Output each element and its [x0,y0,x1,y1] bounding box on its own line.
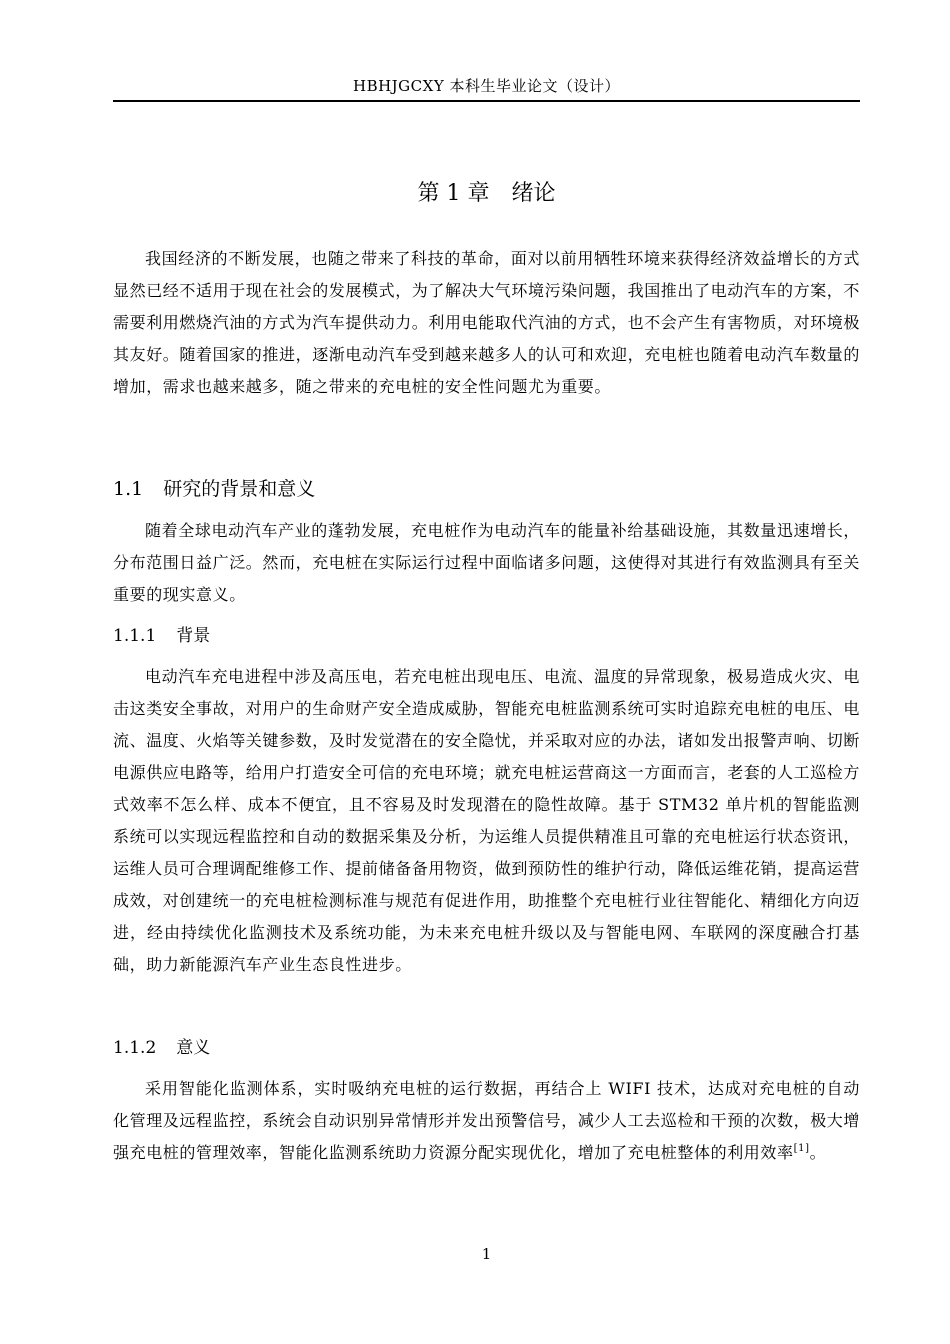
section-1-1-1-paragraph: 电动汽车充电进程中涉及高压电，若充电桩出现电压、电流、温度的异常现象，极易造成火灾、电击这类安全事故，对用户的生命财产安全造成威胁，智能充电桩监测系统可实时追踪充电桩的电压、电流、温度、火焰等关键参数，及时发觉潜在的安全隐忧，并采取对应的办法，诸如发出报警声响、切断电源供应电路等，给用户打造安全可信的充电环境；就充电桩运营商这一方面而言，老套的人工巡检方式效率不怎么样、成本不便宜，且不容易及时发现潜在的隐性故障。基于 STM32 单片机的智能监测系统可以实现远程监控和自动的数据采集及分析，为运维人员提供精准且可靠的充电桩运行状态资讯，运维人员可合理调配维修工作、提前储备备用物资，做到预防性的维护行动，降低运维花销，提高运营成效，对创建统一的充电桩检测标准与规范有促进作用，助推整个充电桩行业往智能化、精细化方向迈进，经由持续优化监测技术及系统功能，为未来充电桩升级以及与智能电网、车联网的深度融合打基础，助力新能源汽车产业生态良性进步。 [113,667,861,974]
section-heading-1-1-1 [113,622,860,650]
subsection-number: 1.1.2 [113,1038,157,1058]
section-title: 研究的背景和意义 [163,478,316,500]
chapter-number: 第 1 章 [417,181,490,206]
section-heading-1-1 [113,474,860,504]
header-rule [113,100,860,102]
section-1-1-paragraph: 随着全球电动汽车产业的蓬勃发展，充电桩作为电动汽车的能量补给基础设施，其数量迅速增长，分布范围日益广泛。然而，充电桩在实际运行过程中面临诸多问题，这使得对其进行有效监测具有至关重要的现实意义。 [113,521,861,604]
subsection-number: 1.1.1 [113,626,157,646]
running-header: HBHJGCXY 本科生毕业论文（设计） [352,77,620,95]
section-heading-1-1-2 [113,1034,860,1062]
subsection-title: 意义 [176,1038,211,1058]
chapter-heading [113,176,860,212]
intro-paragraph: 我国经济的不断发展，也随之带来了科技的革命，面对以前用牺牲环境来获得经济效益增长的方式显然已经不适用于现在社会的发展模式，为了解决大气环境污染问题，我国推出了电动汽车的方案，不需要利用燃烧汽油的方式为汽车提供动力。利用电能取代汽油的方式，也不会产生有害物质，对环境极其友好。随着国家的推进，逐渐电动汽车受到越来越多人的认可和欢迎，充电桩也随着电动汽车数量的增加，需求也越来越多，随之带来的充电桩的安全性问题尤为重要。 [113,249,861,396]
chapter-title: 绪论 [511,181,556,206]
page-number: 1 [481,1245,492,1263]
section-1-1-2-paragraph [113,1073,860,1169]
citation-ref[interactable]: [1] [793,1143,810,1154]
subsection-title: 背景 [176,626,211,646]
section-number: 1.1 [113,478,144,500]
paragraph-ending: 。 [809,1143,827,1162]
paragraph-text: 采用智能化监测体系，实时吸纳充电桩的运行数据，再结合上 WIFI 技术，达成对充电桩的自动化管理及远程监控，系统会自动识别异常情形并发出预警信号，减少人工去巡检和干预的次数，极大增强充电桩的管理效率，智能化监测系统助力资源分配实现优化，增加了充电桩整体的利用效率 [113,1079,861,1162]
